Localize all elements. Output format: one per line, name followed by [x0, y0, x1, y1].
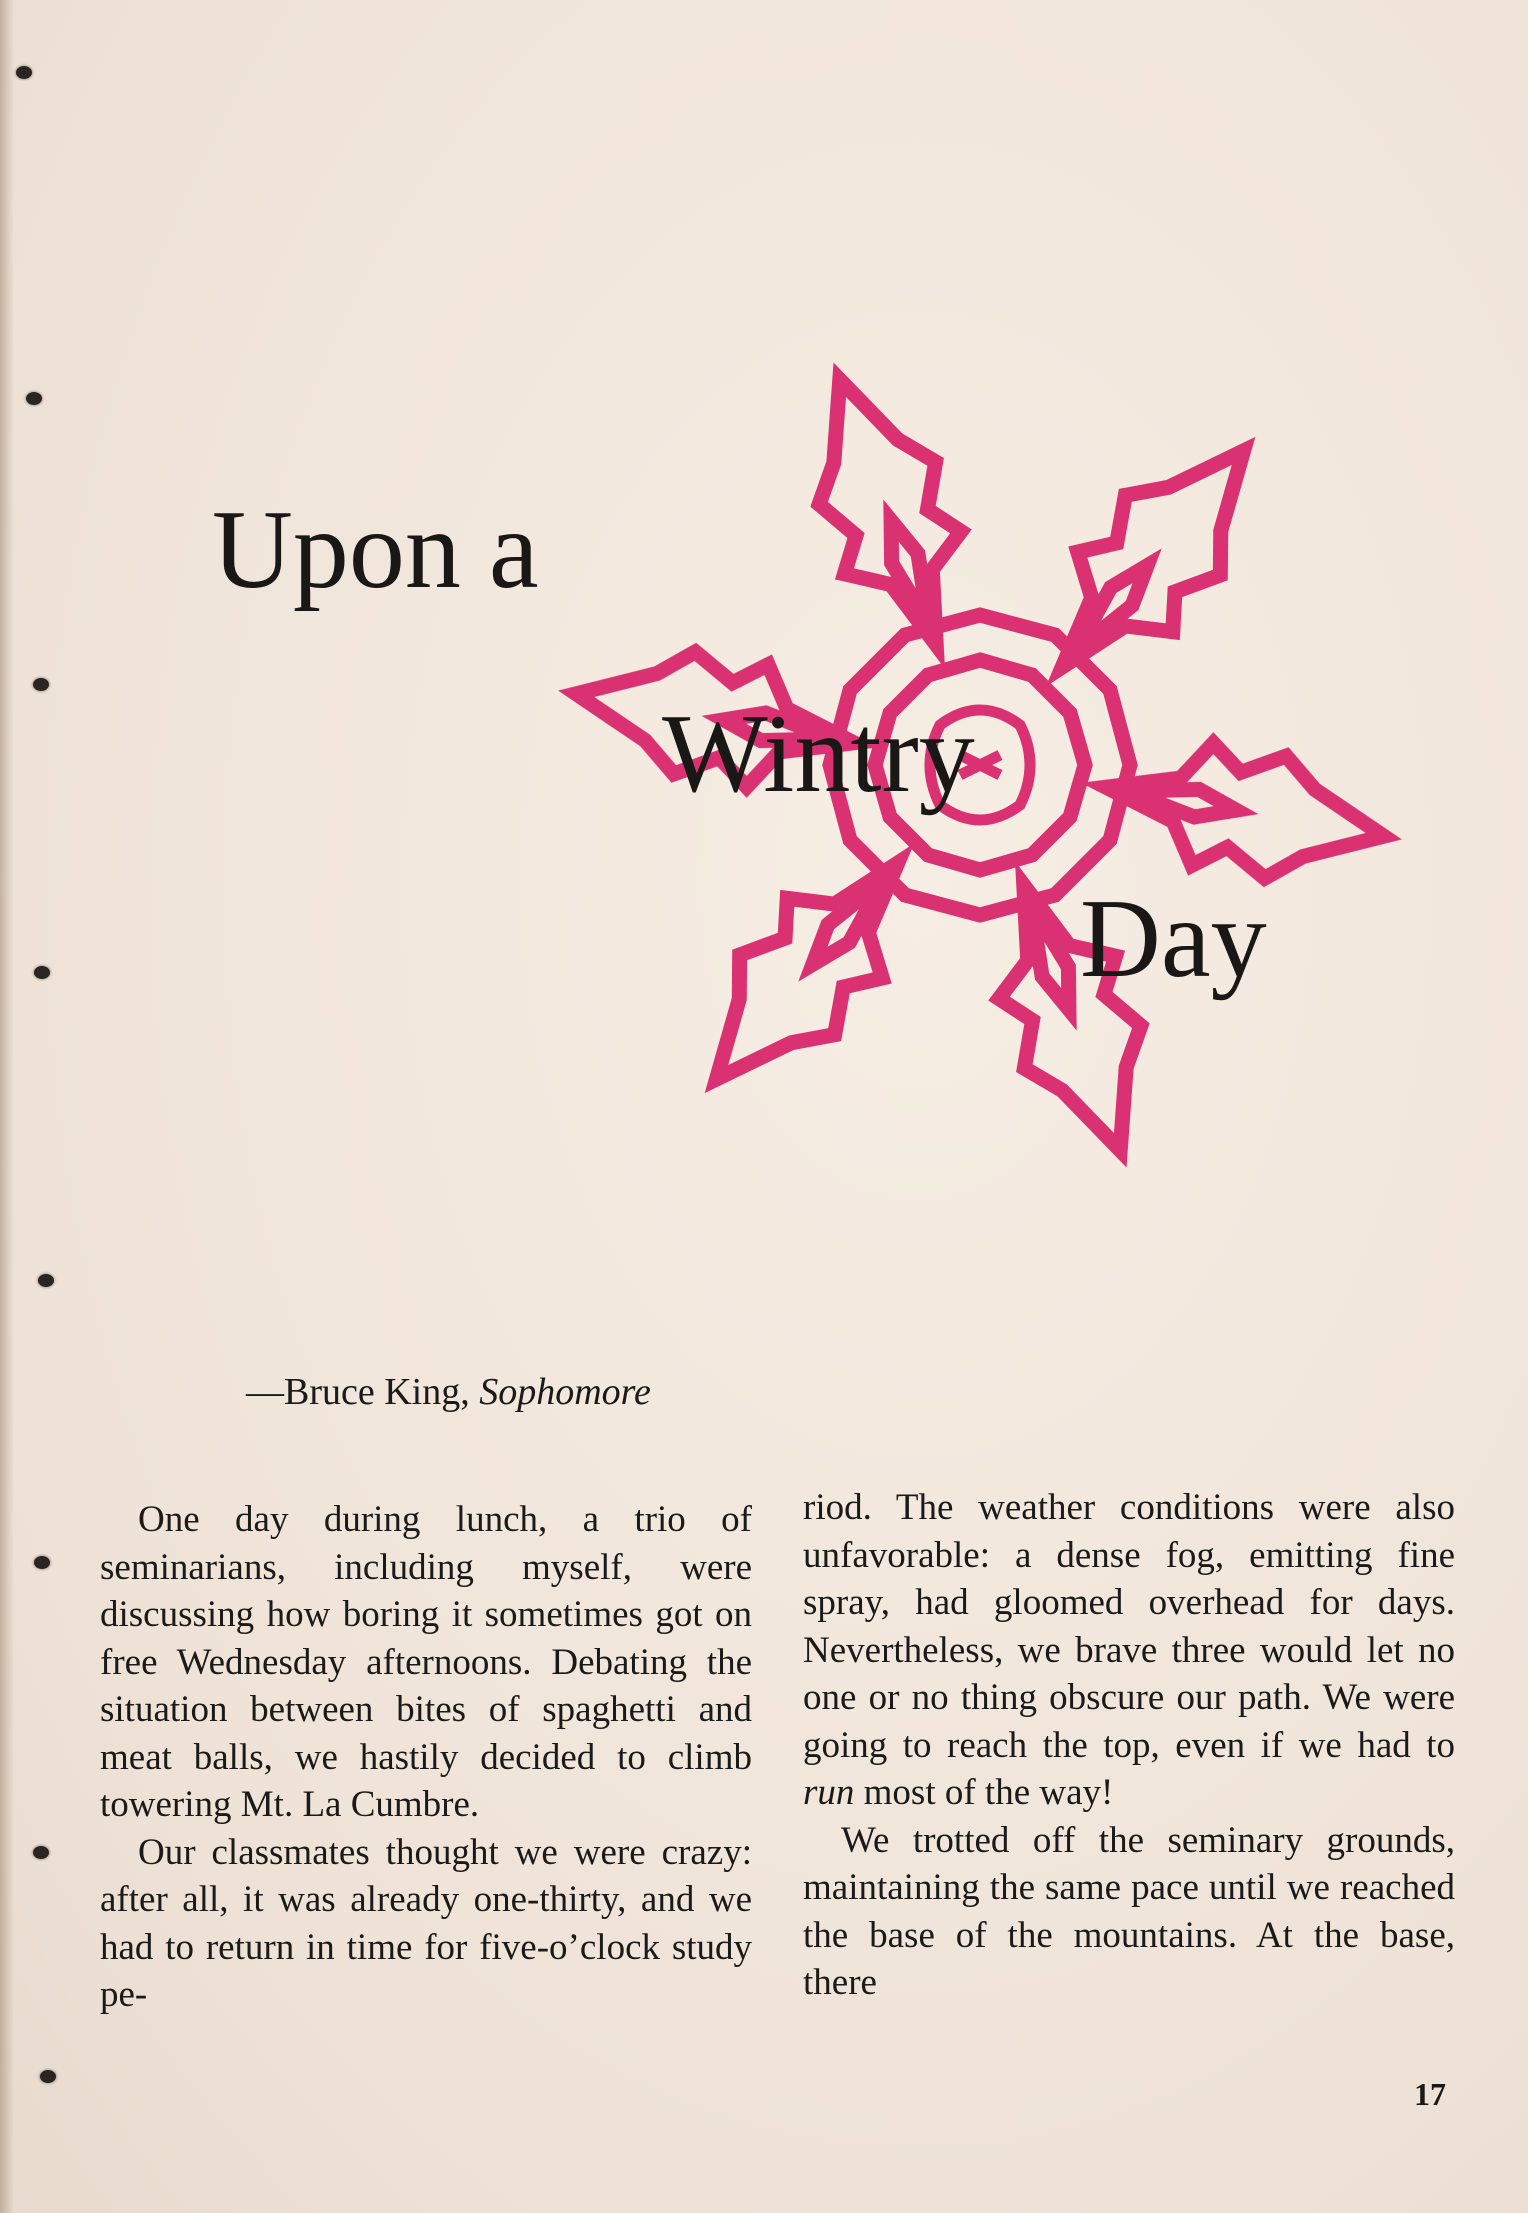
title-line-3: Day	[1080, 877, 1267, 1001]
paragraph-continued	[803, 1484, 1455, 1817]
title-line-1: Upon a	[212, 488, 539, 612]
emphasis-word: run	[803, 1772, 855, 1813]
paragraph: One day during lunch, a trio of seminarians, including myself, were discussing how boring it sometimes got on free Wednesday afternoons. Debating the situation between bites of spaghetti and meat balls, we hastily decided to climb towering Mt. La Cumbre.	[100, 1499, 752, 1825]
paragraph-text: most of the way!	[854, 1772, 1114, 1813]
binding-hole	[16, 66, 32, 79]
paragraph: Our classmates thought we were crazy: after all, it was already one-thirty, and we had to return in time for five-o’clock study pe-	[100, 1831, 752, 2015]
binding-holes	[0, 0, 80, 2213]
binding-hole	[38, 1274, 54, 1287]
paragraph: We trotted off the seminary grounds, maintaining the same pace until we reached the base of the mountains. At the base, there	[803, 1819, 1455, 2003]
binding-hole	[33, 1846, 49, 1859]
paragraph-text: riod. The weather conditions were also unfavorable: a dense fog, emitting fine spray, had gloomed overhead for days. Nevertheless, we brave three would let no one or no thing obscure our path. We were going to reach the top, even if we had to	[803, 1487, 1455, 1766]
binding-hole	[33, 678, 49, 691]
binding-hole	[26, 392, 42, 405]
binding-hole	[40, 2070, 56, 2083]
binding-hole	[34, 966, 50, 979]
binding-hole	[34, 1556, 50, 1569]
byline-author: —Bruce King,	[246, 1371, 480, 1413]
snowflake-icon	[505, 345, 1455, 1185]
byline-role: Sophomore	[479, 1371, 651, 1413]
text-column-right	[803, 1484, 1455, 2007]
byline	[246, 1370, 651, 1414]
text-column-left	[100, 1496, 752, 2019]
page-number: 17	[1414, 2076, 1446, 2112]
title-line-2: Wintry	[662, 692, 975, 816]
